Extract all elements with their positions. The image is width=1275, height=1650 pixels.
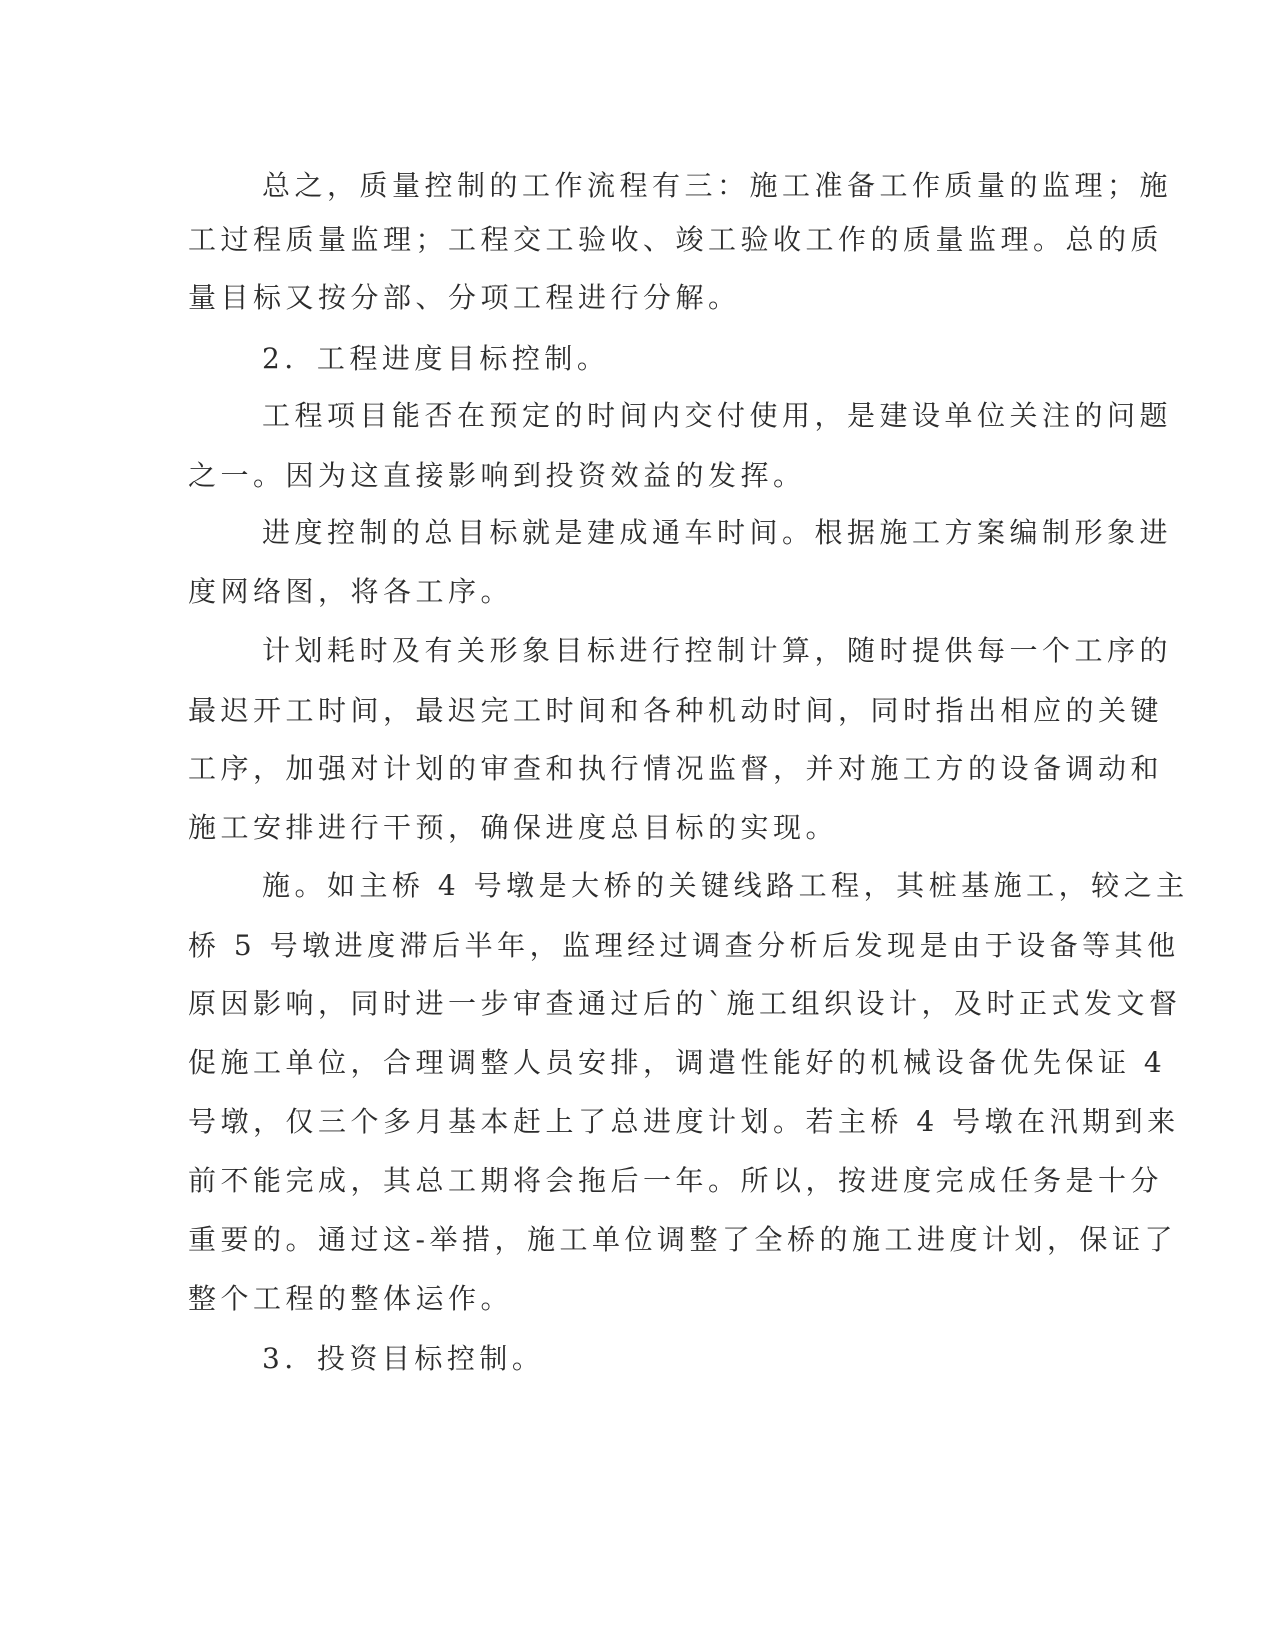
- paragraph-line: 进度控制的总目标就是建成通车时间。根据施工方案编制形象进: [262, 516, 1173, 549]
- section-heading: 3．投资目标控制。: [262, 1342, 545, 1375]
- paragraph-line: 总之，质量控制的工作流程有三：施工准备工作质量的监理；施: [262, 169, 1173, 202]
- paragraph-line: 重要的。通过这-举措，施工单位调整了全桥的施工进度计划，保证了: [188, 1223, 1177, 1256]
- paragraph-line: 之一。因为这直接影响到投资效益的发挥。: [188, 459, 806, 492]
- paragraph-line: 工序，加强对计划的审查和执行情况监督，并对施工方的设备调动和: [188, 752, 1164, 785]
- section-heading: 2．工程进度目标控制。: [262, 342, 610, 375]
- paragraph-line: 工过程质量监理；工程交工验收、竣工验收工作的质量监理。总的质: [188, 223, 1164, 256]
- paragraph-line: 桥 5 号墩进度滞后半年，监理经过调查分析后发现是由于设备等其他: [188, 929, 1180, 962]
- paragraph-line: 施。如主桥 4 号墩是大桥的关键线路工程，其桩基施工，较之主: [262, 869, 1189, 902]
- paragraph-line: 量目标又按分部、分项工程进行分解。: [188, 281, 741, 314]
- paragraph-line: 工程项目能否在预定的时间内交付使用，是建设单位关注的问题: [262, 399, 1173, 432]
- paragraph-line: 最迟开工时间，最迟完工时间和各种机动时间，同时指出相应的关键: [188, 694, 1164, 727]
- paragraph-line: 号墩，仅三个多月基本赶上了总进度计划。若主桥 4 号墩在汛期到来: [188, 1105, 1180, 1138]
- paragraph-line: 整个工程的整体运作。: [188, 1282, 514, 1315]
- paragraph-line: 原因影响，同时进一步审查通过后的`施工组织设计，及时正式发文督: [188, 987, 1182, 1020]
- paragraph-line: 施工安排进行干预，确保进度总目标的实现。: [188, 811, 839, 844]
- paragraph-line: 度网络图，将各工序。: [188, 575, 514, 608]
- paragraph-line: 前不能完成，其总工期将会拖后一年。所以，按进度完成任务是十分: [188, 1164, 1164, 1197]
- paragraph-line: 计划耗时及有关形象目标进行控制计算，随时提供每一个工序的: [262, 634, 1173, 667]
- paragraph-line: 促施工单位，合理调整人员安排，调遣性能好的机械设备优先保证 4: [188, 1046, 1167, 1079]
